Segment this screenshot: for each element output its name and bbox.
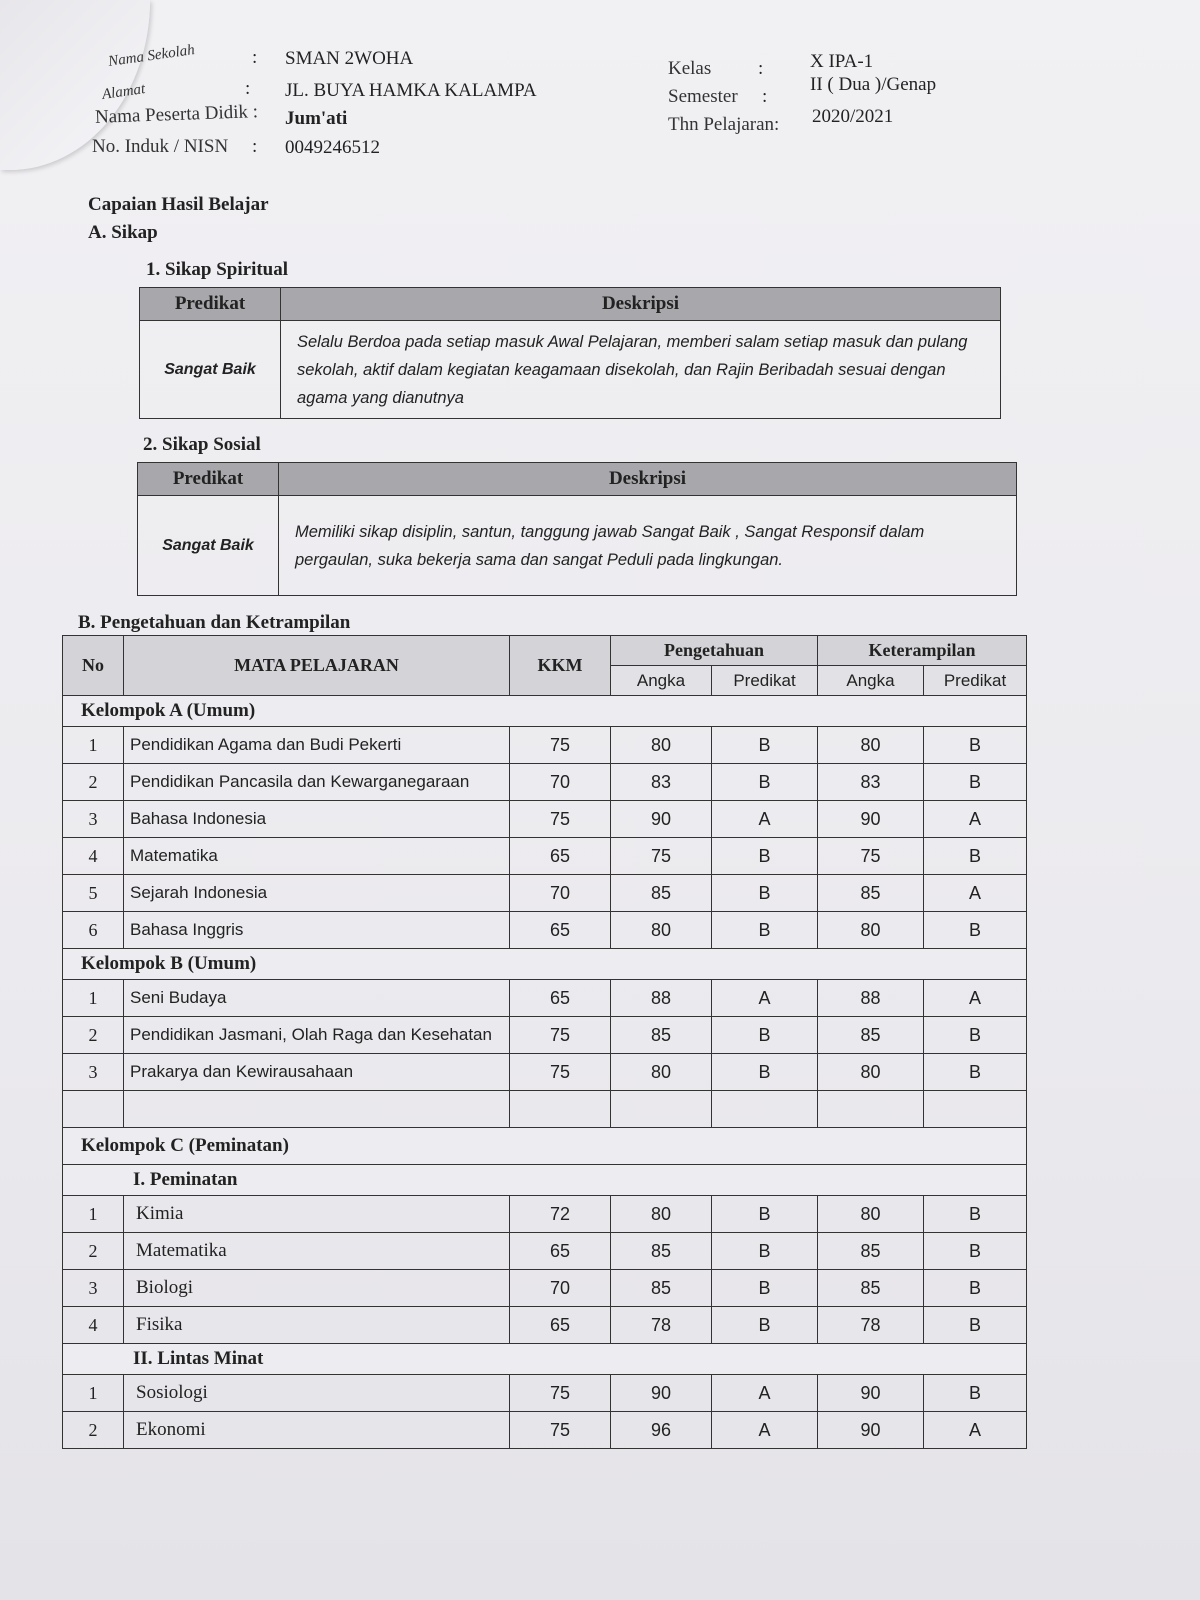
row-kkm-cell: 65 [510, 1233, 611, 1270]
table-row [63, 727, 1027, 764]
row-k-pred-cell: B [924, 838, 1027, 875]
row-p-pred-cell: A [712, 1412, 818, 1449]
row-p-pred-cell: B [712, 1196, 818, 1233]
col-mata-pelajaran: MATA PELAJARAN [124, 636, 510, 696]
row-p-angka-cell: 85 [611, 1270, 712, 1307]
row-k-pred-cell: B [924, 1307, 1027, 1344]
row-mapel-cell: Pendidikan Pancasila dan Kewarganegaraan [124, 764, 510, 801]
table-row [63, 1270, 1027, 1307]
row-no-cell: 3 [63, 801, 124, 838]
row-k-angka-cell: 80 [818, 1196, 924, 1233]
row-no-cell: 2 [63, 764, 124, 801]
value-nisn: 0049246512 [285, 137, 380, 158]
row-k-angka-cell: 80 [818, 912, 924, 949]
row-k-pred-cell: B [924, 912, 1027, 949]
page-title: Capaian Hasil Belajar [88, 194, 269, 215]
row-p-pred-cell: B [712, 1307, 818, 1344]
col-pengetahuan: Pengetahuan [611, 636, 818, 666]
row-k-pred-cell: B [924, 1375, 1027, 1412]
table-row [63, 980, 1027, 1017]
row-mapel-cell: Pendidikan Agama dan Budi Pekerti [124, 727, 510, 764]
row-p-angka-cell: 75 [611, 838, 712, 875]
row-mapel-cell: Matematika [124, 838, 510, 875]
value-nama-peserta: Jum'ati [285, 108, 348, 129]
label-nama-peserta: Nama Peserta Didik : [94, 101, 259, 128]
sep-alamat: : [245, 78, 251, 99]
row-k-pred-cell: B [924, 727, 1027, 764]
sikap-sosial-heading: 2. Sikap Sosial [143, 434, 261, 455]
sep-semester: : [762, 86, 768, 107]
row-mapel-cell: Pendidikan Jasmani, Olah Raga dan Kesehatan [124, 1017, 510, 1054]
value-nama-sekolah: SMAN 2WOHA [285, 48, 414, 69]
row-p-pred-cell: B [712, 912, 818, 949]
row-k-angka-cell: 85 [818, 1270, 924, 1307]
row-p-pred-cell: B [712, 727, 818, 764]
row-k-pred-cell: A [924, 980, 1027, 1017]
row-k-angka-cell: 85 [818, 1233, 924, 1270]
table-row [63, 1196, 1027, 1233]
row-p-angka-cell: 83 [611, 764, 712, 801]
subgroup-lintas-minat: II. Lintas Minat [63, 1344, 1027, 1375]
row-no-cell: 3 [63, 1270, 124, 1307]
row-p-angka-cell: 80 [611, 912, 712, 949]
sosial-deskripsi: Memiliki sikap disiplin, santun, tanggung jawab Sangat Baik , Sangat Responsif dalam pergaulan, suka bekerja sama dan sangat Peduli pada lingkungan. [279, 496, 1017, 596]
subgroup-peminatan: I. Peminatan [63, 1165, 1027, 1196]
row-p-pred-cell: A [712, 801, 818, 838]
row-k-angka-cell: 90 [818, 801, 924, 838]
row-mapel-cell: Seni Budaya [124, 980, 510, 1017]
row-no-cell: 2 [63, 1017, 124, 1054]
col-deskripsi: Deskripsi [281, 288, 1001, 321]
row-k-pred-cell [924, 1091, 1027, 1128]
row-p-angka-cell: 88 [611, 980, 712, 1017]
table-row-empty [63, 1091, 1027, 1128]
table-row [63, 912, 1027, 949]
col-pengetahuan-angka: Angka [611, 666, 712, 696]
table-row [63, 801, 1027, 838]
row-mapel-cell: Matematika [124, 1233, 510, 1270]
sep-kelas: : [758, 58, 764, 79]
group-kelompok-c: Kelompok C (Peminatan) [63, 1128, 1027, 1165]
row-k-angka-cell: 88 [818, 980, 924, 1017]
col-kkm: KKM [510, 636, 611, 696]
row-mapel-cell: Biologi [124, 1270, 510, 1307]
table-row [63, 1054, 1027, 1091]
col-predikat: Predikat [138, 463, 279, 496]
row-p-pred-cell: B [712, 1017, 818, 1054]
row-p-pred-cell: B [712, 838, 818, 875]
row-mapel-cell [124, 1091, 510, 1128]
label-semester: Semester [668, 86, 738, 107]
row-k-angka-cell: 85 [818, 875, 924, 912]
row-p-angka-cell: 78 [611, 1307, 712, 1344]
row-mapel-cell: Kimia [124, 1196, 510, 1233]
row-mapel-cell: Bahasa Indonesia [124, 801, 510, 838]
spiritual-deskripsi: Selalu Berdoa pada setiap masuk Awal Pelajaran, memberi salam setiap masuk dan pulang sekolah, aktif dalam kegiatan keagamaan disekolah, dan Rajin Beribadah sesuai dengan agama yang dianutnya [281, 321, 1001, 419]
row-kkm-cell: 65 [510, 912, 611, 949]
row-kkm-cell: 75 [510, 1054, 611, 1091]
sep-nisn: : [252, 136, 258, 157]
row-k-angka-cell: 90 [818, 1412, 924, 1449]
row-no-cell: 1 [63, 1196, 124, 1233]
row-p-pred-cell: A [712, 1375, 818, 1412]
row-kkm-cell: 75 [510, 1017, 611, 1054]
row-mapel-cell: Bahasa Inggris [124, 912, 510, 949]
value-tahun-pelajaran: 2020/2021 [812, 106, 894, 127]
row-p-pred-cell: B [712, 1270, 818, 1307]
row-k-pred-cell: B [924, 1270, 1027, 1307]
group-kelompok-b: Kelompok B (Umum) [63, 949, 1027, 980]
row-p-angka-cell [611, 1091, 712, 1128]
row-kkm-cell: 65 [510, 980, 611, 1017]
table-row [63, 1233, 1027, 1270]
row-kkm-cell: 70 [510, 875, 611, 912]
row-k-angka-cell: 85 [818, 1017, 924, 1054]
col-keterampilan-angka: Angka [818, 666, 924, 696]
table-row [63, 1412, 1027, 1449]
row-no-cell: 1 [63, 980, 124, 1017]
row-no-cell: 6 [63, 912, 124, 949]
sikap-sosial-table [137, 462, 1017, 596]
table-row [63, 838, 1027, 875]
row-p-pred-cell: B [712, 1054, 818, 1091]
col-no: No [63, 636, 124, 696]
value-alamat: JL. BUYA HAMKA KALAMPA [285, 80, 537, 101]
row-p-pred-cell: B [712, 764, 818, 801]
group-kelompok-a: Kelompok A (Umum) [63, 696, 1027, 727]
row-k-pred-cell: B [924, 1017, 1027, 1054]
row-p-angka-cell: 85 [611, 875, 712, 912]
row-p-angka-cell: 80 [611, 727, 712, 764]
row-k-angka-cell: 80 [818, 1054, 924, 1091]
row-k-angka-cell: 80 [818, 727, 924, 764]
row-p-angka-cell: 80 [611, 1054, 712, 1091]
row-k-angka-cell: 78 [818, 1307, 924, 1344]
row-no-cell: 3 [63, 1054, 124, 1091]
sosial-predikat: Sangat Baik [138, 496, 279, 596]
row-mapel-cell: Prakarya dan Kewirausahaan [124, 1054, 510, 1091]
row-kkm-cell: 70 [510, 764, 611, 801]
col-pengetahuan-predikat: Predikat [712, 666, 818, 696]
row-kkm-cell: 72 [510, 1196, 611, 1233]
row-k-pred-cell: A [924, 875, 1027, 912]
row-p-angka-cell: 90 [611, 1375, 712, 1412]
value-semester: II ( Dua )/Genap [810, 74, 937, 95]
row-k-pred-cell: B [924, 1054, 1027, 1091]
row-p-angka-cell: 96 [611, 1412, 712, 1449]
row-k-pred-cell: B [924, 1233, 1027, 1270]
row-k-angka-cell [818, 1091, 924, 1128]
row-k-pred-cell: B [924, 764, 1027, 801]
row-k-pred-cell: B [924, 1196, 1027, 1233]
row-kkm-cell: 65 [510, 838, 611, 875]
row-no-cell: 4 [63, 1307, 124, 1344]
row-k-pred-cell: A [924, 1412, 1027, 1449]
label-kelas: Kelas [668, 58, 712, 79]
row-p-pred-cell [712, 1091, 818, 1128]
sikap-spiritual-table [139, 287, 1001, 419]
row-kkm-cell [510, 1091, 611, 1128]
row-k-angka-cell: 83 [818, 764, 924, 801]
row-no-cell: 1 [63, 727, 124, 764]
row-k-angka-cell: 75 [818, 838, 924, 875]
row-p-angka-cell: 85 [611, 1017, 712, 1054]
row-kkm-cell: 75 [510, 1412, 611, 1449]
row-no-cell: 4 [63, 838, 124, 875]
table-row [63, 875, 1027, 912]
row-kkm-cell: 65 [510, 1307, 611, 1344]
row-k-angka-cell: 90 [818, 1375, 924, 1412]
col-keterampilan: Keterampilan [818, 636, 1027, 666]
row-kkm-cell: 75 [510, 801, 611, 838]
col-keterampilan-predikat: Predikat [924, 666, 1027, 696]
spiritual-predikat: Sangat Baik [140, 321, 281, 419]
col-deskripsi: Deskripsi [279, 463, 1017, 496]
row-mapel-cell: Sosiologi [124, 1375, 510, 1412]
row-p-angka-cell: 80 [611, 1196, 712, 1233]
row-p-pred-cell: A [712, 980, 818, 1017]
nilai-table [62, 635, 1027, 1449]
row-mapel-cell: Fisika [124, 1307, 510, 1344]
row-no-cell [63, 1091, 124, 1128]
table-row [63, 764, 1027, 801]
label-alamat: Alamat [101, 81, 147, 103]
table-row [63, 1017, 1027, 1054]
row-no-cell: 2 [63, 1412, 124, 1449]
section-sikap-heading: A. Sikap [88, 222, 158, 243]
row-no-cell: 5 [63, 875, 124, 912]
sikap-spiritual-heading: 1. Sikap Spiritual [146, 259, 289, 280]
section-nilai-heading: B. Pengetahuan dan Ketrampilan [78, 612, 351, 633]
value-kelas: X IPA-1 [810, 51, 874, 72]
row-p-angka-cell: 85 [611, 1233, 712, 1270]
row-kkm-cell: 70 [510, 1270, 611, 1307]
table-row [63, 1375, 1027, 1412]
row-p-pred-cell: B [712, 875, 818, 912]
row-k-pred-cell: A [924, 801, 1027, 838]
sep-nama-sekolah: : [252, 47, 258, 68]
row-no-cell: 2 [63, 1233, 124, 1270]
label-tahun-pelajaran: Thn Pelajaran: [668, 114, 780, 135]
col-predikat: Predikat [140, 288, 281, 321]
row-p-pred-cell: B [712, 1233, 818, 1270]
row-p-angka-cell: 90 [611, 801, 712, 838]
row-mapel-cell: Sejarah Indonesia [124, 875, 510, 912]
row-no-cell: 1 [63, 1375, 124, 1412]
row-kkm-cell: 75 [510, 1375, 611, 1412]
label-nisn: No. Induk / NISN [92, 136, 229, 157]
label-nama-sekolah: Nama Sekolah [107, 42, 196, 70]
row-kkm-cell: 75 [510, 727, 611, 764]
table-row [63, 1307, 1027, 1344]
row-mapel-cell: Ekonomi [124, 1412, 510, 1449]
